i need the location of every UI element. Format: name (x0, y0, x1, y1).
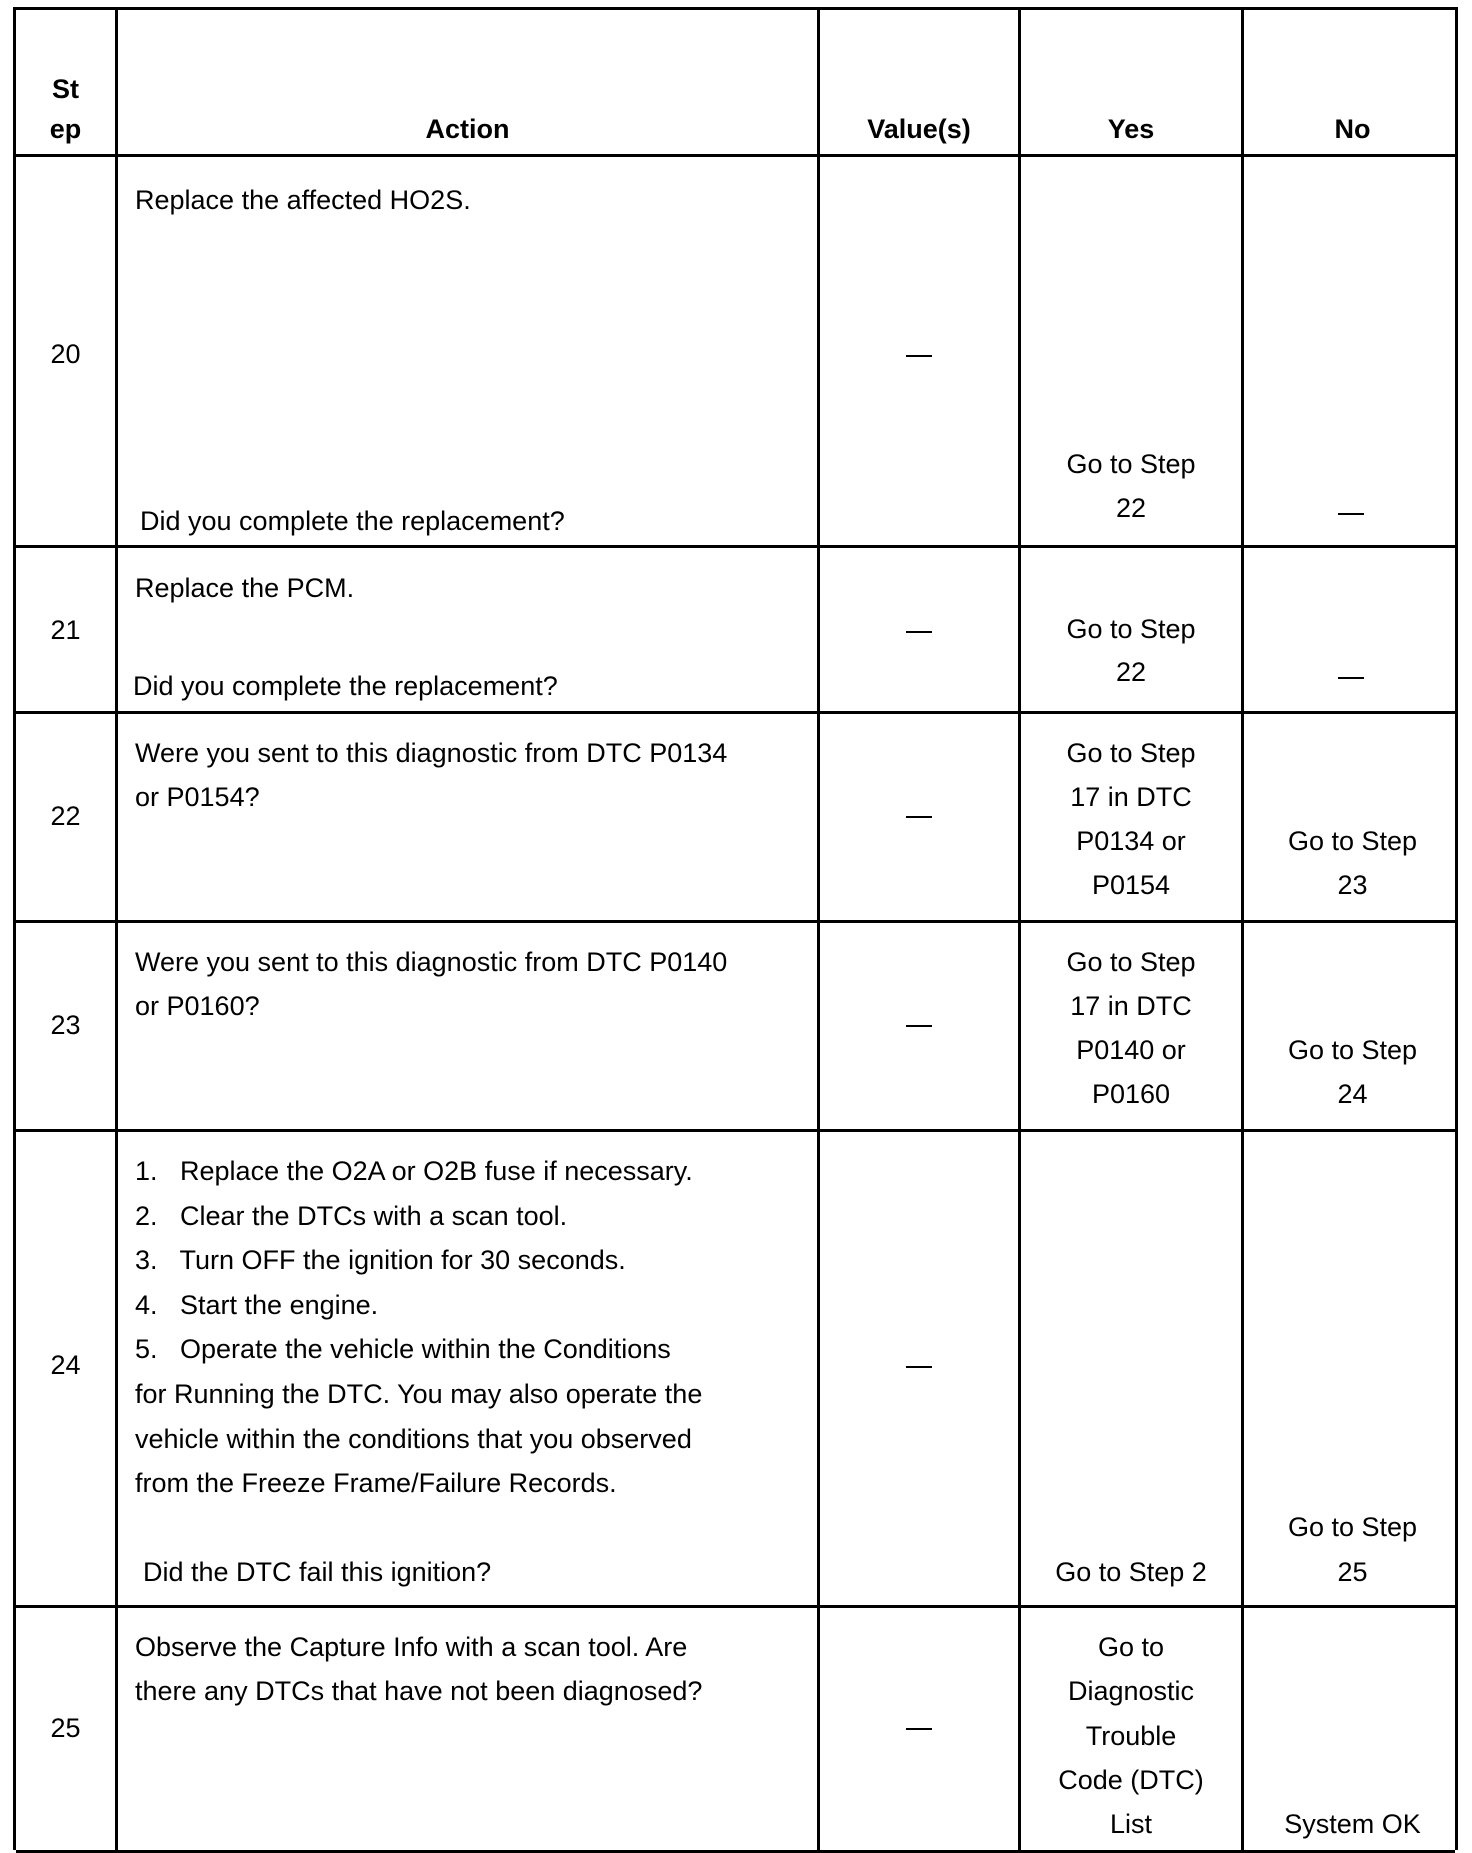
value-dash (906, 816, 932, 818)
row-divider (16, 1605, 1455, 1608)
action-text: from the Freeze Frame/Failure Records. (135, 1468, 617, 1498)
row-divider (16, 1129, 1455, 1132)
yes-text: List (1109, 1809, 1153, 1839)
step-number: 21 (50, 615, 81, 645)
action-text: Were you sent to this diagnostic from DTC P0140 (135, 947, 728, 977)
value-dash (906, 1366, 932, 1368)
action-text: Were you sent to this diagnostic from DTC P0134 (135, 738, 728, 768)
step-number: 23 (50, 1010, 81, 1040)
row-divider (16, 920, 1455, 923)
yes-text: Go to Step (1066, 614, 1196, 644)
column-divider (817, 10, 820, 1850)
action-step: 4. Start the engine. (135, 1290, 379, 1320)
yes-text: Go to Step (1066, 738, 1196, 768)
no-dash (1338, 677, 1364, 679)
no-text: 24 (1337, 1079, 1368, 1109)
yes-text: Go to Step (1066, 947, 1196, 977)
header-action: Action (425, 114, 510, 144)
no-text: Go to Step (1287, 826, 1418, 856)
action-question: Did you complete the replacement? (140, 506, 565, 536)
action-text: Observe the Capture Info with a scan tool. Are (135, 1632, 688, 1662)
action-text: Replace the affected HO2S. (135, 185, 471, 215)
yes-text: 17 in DTC (1070, 782, 1192, 812)
no-text: 23 (1337, 870, 1368, 900)
value-dash (906, 1025, 932, 1027)
column-divider (115, 10, 118, 1850)
yes-text: 22 (1115, 493, 1147, 523)
action-text: Replace the PCM. (135, 573, 355, 603)
header-step-line1: St (52, 74, 79, 104)
action-step: 3. Turn OFF the ignition for 30 seconds. (135, 1245, 626, 1275)
no-dash (1338, 513, 1364, 515)
value-dash (906, 1728, 932, 1730)
yes-text: P0154 (1091, 870, 1171, 900)
row-divider (16, 711, 1455, 714)
action-question: Did the DTC fail this ignition? (143, 1557, 492, 1587)
action-text: for Running the DTC. You may also operate the (135, 1379, 703, 1409)
yes-text: Trouble (1085, 1721, 1177, 1751)
yes-text: Go to Step (1066, 449, 1196, 479)
row-divider (16, 154, 1455, 157)
action-text: or P0154? (135, 782, 260, 812)
yes-text: P0134 or (1076, 826, 1186, 856)
row-divider (16, 545, 1455, 548)
diagnostic-table (13, 7, 1458, 1850)
no-text: Go to Step (1287, 1035, 1418, 1065)
step-number: 25 (50, 1713, 81, 1743)
yes-text: 17 in DTC (1070, 991, 1192, 1021)
yes-text: 22 (1115, 657, 1147, 687)
action-question: Did you complete the replacement? (133, 671, 558, 701)
step-number: 24 (50, 1350, 81, 1380)
yes-text: P0140 or (1076, 1035, 1186, 1065)
yes-text: Go to (1097, 1632, 1165, 1662)
yes-text: Code (DTC) (1058, 1765, 1204, 1795)
step-number: 20 (50, 339, 81, 369)
yes-text: Diagnostic (1067, 1676, 1195, 1706)
step-number: 22 (50, 801, 81, 831)
action-text: there any DTCs that have not been diagnosed? (135, 1676, 703, 1706)
no-text: System OK (1284, 1809, 1421, 1839)
value-dash (906, 631, 932, 633)
header-step-line2: ep (49, 114, 82, 144)
action-text: vehicle within the conditions that you observed (135, 1424, 692, 1454)
header-values: Value(s) (867, 114, 971, 144)
header-yes: Yes (1107, 114, 1155, 144)
no-text: Go to Step (1287, 1512, 1418, 1542)
action-step: 1. Replace the O2A or O2B fuse if necessary. (135, 1156, 693, 1186)
no-text: 25 (1337, 1557, 1368, 1587)
action-text: or P0160? (135, 991, 260, 1021)
action-step: 2. Clear the DTCs with a scan tool. (135, 1201, 568, 1231)
action-step: 5. Operate the vehicle within the Conditions (135, 1334, 671, 1364)
yes-text: P0160 (1091, 1079, 1171, 1109)
yes-text: Go to Step 2 (1055, 1557, 1207, 1587)
header-no: No (1334, 114, 1371, 144)
value-dash (906, 355, 932, 357)
